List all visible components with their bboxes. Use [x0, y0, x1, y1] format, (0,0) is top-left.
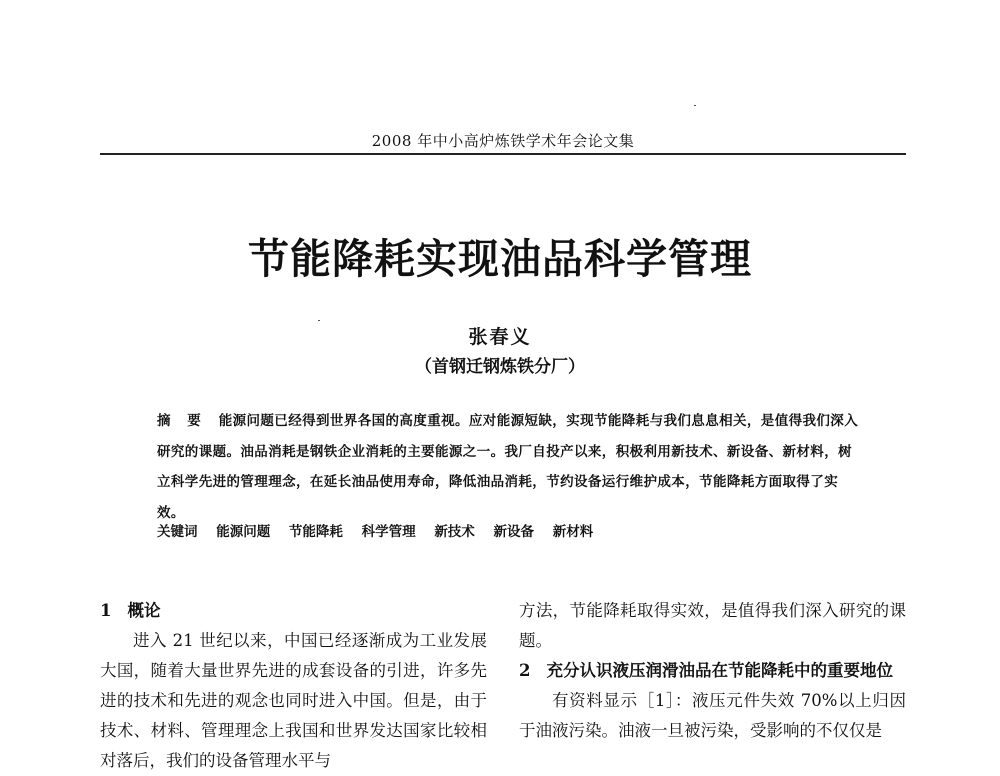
paper-title: 节能降耗实现油品科学管理	[248, 235, 752, 283]
keyword: 新技术	[434, 524, 475, 540]
author-name: 张春义	[468, 326, 532, 348]
section-title: 概论	[127, 601, 161, 620]
scan-speck	[694, 105, 696, 106]
continuation-paragraph: 方法，节能降耗取得实效，是值得我们深入研究的课题。	[519, 601, 906, 650]
keyword: 节能降耗	[288, 524, 343, 540]
abstract-label: 摘 要	[157, 413, 207, 429]
section-2-heading	[519, 656, 906, 686]
abstract-text: 能源问题已经得到世界各国的高度重视。应对能源短缺，实现节能降耗与我们息息相关，是值得我们深入研究的课题。油品消耗是钢铁企业消耗的主要能源之一。我厂自投产以来，积极利用新技术、新设备、新材料，树立科学先进的管理理念，在延长油品使用寿命，降低油品消耗，节约设备运行维护成本，节能降耗方面取得了实效。	[157, 413, 859, 521]
right-column	[519, 596, 906, 746]
section-title: 充分认识液压润滑油品在节能降耗中的重要地位	[546, 661, 893, 680]
section-1-heading	[100, 596, 487, 626]
keyword: 能源问题	[216, 524, 271, 540]
section-2-paragraph: 有资料显示［1］：液压元件失效 70%以上归因于油液污染。油液一旦被污染，受影响的不仅仅是	[519, 691, 906, 740]
abstract-block	[157, 406, 863, 528]
author-affiliation: （首钢迁钢炼铁分厂）	[415, 357, 585, 377]
section-number: 1	[100, 601, 112, 620]
header-rule	[100, 153, 906, 155]
section-1-paragraph: 进入 21 世纪以来，中国已经逐渐成为工业发展大国，随着大量世界先进的成套设备的引进，许多先进的技术和先进的观念也同时进入中国。但是，由于技术、材料、管理理念上我国和世界发达国家比较相对落后，我们的设备管理水平与	[100, 631, 487, 770]
section-number: 2	[519, 661, 531, 680]
left-column	[100, 596, 487, 776]
keyword: 新设备	[493, 524, 535, 540]
keywords-label: 关键词	[157, 524, 198, 540]
scan-speck	[318, 320, 320, 321]
keywords-line	[157, 520, 607, 540]
keyword: 科学管理	[361, 524, 416, 540]
running-head: 2008 年中小高炉炼铁学术年会论文集	[371, 132, 635, 150]
keyword: 新材料	[552, 524, 594, 540]
